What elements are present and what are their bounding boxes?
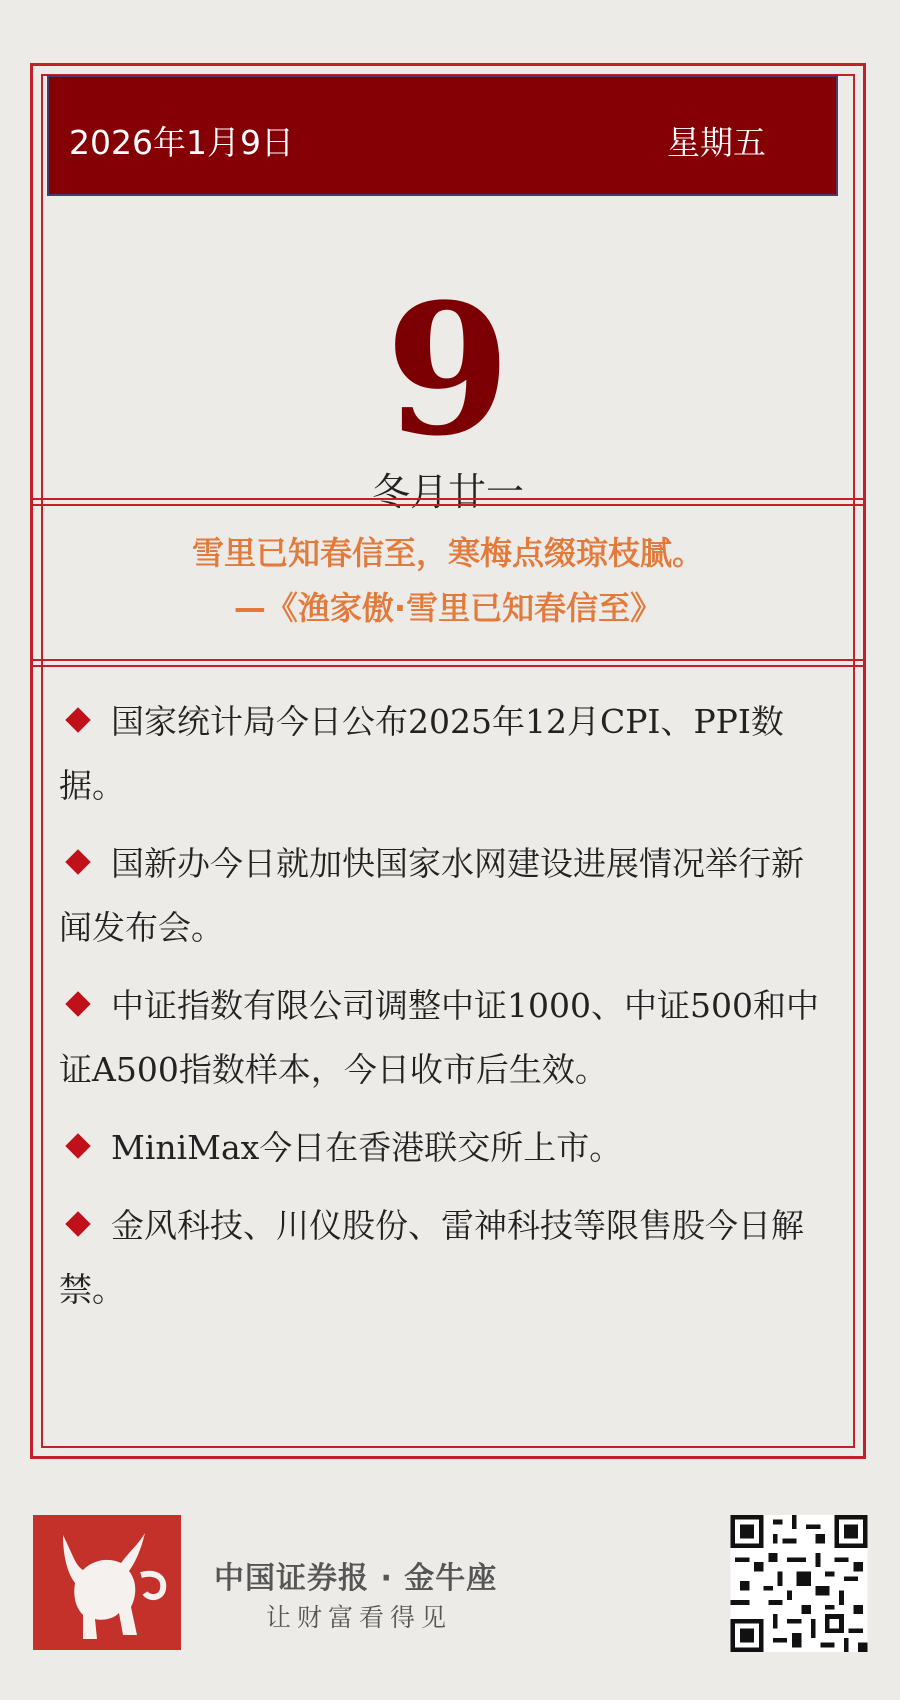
news-text: 金风科技、川仪股份、雷神科技等限售股今日解禁。: [59, 1206, 804, 1309]
divider-mid: [33, 659, 863, 661]
news-text: 中证指数有限公司调整中证1000、中证500和中证A500指数样本，今日收市后生效。: [59, 986, 819, 1089]
news-item: [59, 832, 829, 960]
diamond-bullet-icon: [65, 1133, 90, 1158]
day-number: 9: [385, 265, 511, 476]
diamond-bullet-icon: [65, 849, 90, 874]
brand-slogan: 让财富看得见: [266, 1603, 453, 1632]
news-text: MiniMax今日在香港联交所上市。: [111, 1128, 623, 1167]
solar-date: 2026年1月9日: [69, 123, 294, 162]
divider-top: [33, 498, 863, 500]
news-item: [59, 1116, 829, 1180]
poem-source: —《渔家傲·雪里已知春信至》: [233, 589, 663, 627]
diamond-bullet-icon: [65, 991, 90, 1016]
bull-logo-icon: [33, 1515, 181, 1650]
news-text: 国家统计局今日公布2025年12月CPI、PPI数据。: [59, 702, 784, 805]
calendar-card: [30, 63, 866, 1459]
date-header: [47, 75, 838, 196]
diamond-bullet-icon: [65, 707, 90, 732]
diamond-bullet-icon: [65, 1211, 90, 1236]
poem-line: 雪里已知春信至，寒梅点缀琼枝腻。: [191, 534, 704, 572]
weekday: 星期五: [667, 123, 766, 162]
news-item: [59, 1194, 829, 1322]
news-text: 国新办今日就加快国家水网建设进展情况举行新闻发布会。: [59, 844, 804, 947]
divider-top-2: [33, 504, 863, 506]
divider-mid-2: [33, 665, 863, 667]
news-item: [59, 690, 829, 818]
brand-name: 中国证券报 · 金牛座: [214, 1561, 498, 1596]
news-list: [59, 690, 829, 1336]
qr-code-icon: [727, 1515, 871, 1652]
lunar-date: 冬月廿一: [371, 470, 524, 514]
news-item: [59, 974, 829, 1102]
